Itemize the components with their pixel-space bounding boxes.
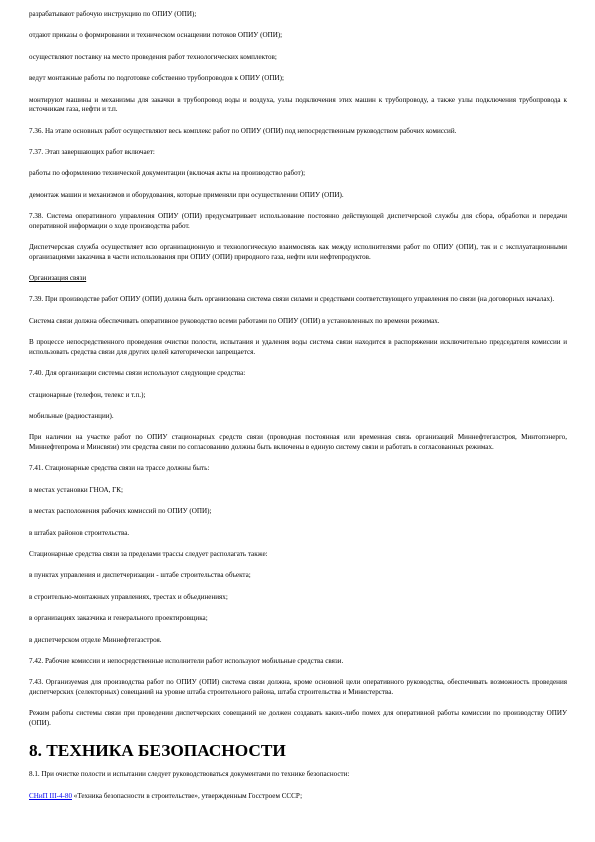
paragraph: стационарные (телефон, телекс и т.п.); [29,390,146,399]
paragraph: в строительно-монтажных управлениях, трестах и объединениях; [29,592,228,601]
paragraph-snip-reference [29,792,567,802]
paragraph: Система связи должна обеспечивать оперативное руководство всеми работами по ОПИУ (ОПИ) в установленных по времени режимах. [29,316,440,325]
paragraph: Стационарные средства связи за пределами трассы следует располагать также: [29,549,268,558]
paragraph: Режим работы системы связи при проведении диспетчерских совещаний не должен создавать каких-либо помех для оперативной работы комиссии по производству ОПИУ (ОПИ). [29,709,567,727]
paragraph-7-38: 7.38. Система оперативного управления ОПИУ (ОПИ) предусматривает использование постоянно действующей диспетчерской службы для сбора, обработки и передачи оперативной информации о ходе производства работ. [29,212,567,230]
paragraph: отдают приказы о формировании и техническом оснащении потоков ОПИУ (ОПИ); [29,31,283,40]
paragraph-8-1: 8.1. При очистке полости и испытании следует руководствоваться документами по технике безопасности: [29,770,350,779]
paragraph: в пунктах управления и диспетчеризации - штабе строительства объекта; [29,571,251,580]
paragraph: в штабах районов строительства. [29,528,130,537]
paragraph: работы по оформлению технической документации (включая акты на производство работ); [29,169,306,178]
paragraph-7-37: 7.37. Этап завершающих работ включает: [29,147,155,156]
paragraph-7-42: 7.42. Рабочие комиссии и непосредственные исполнители работ используют мобильные средства связи. [29,656,344,665]
snip-reference-text: «Техника безопасности в строительстве», утвержденным Госстроем СССР; [72,791,303,800]
paragraph-7-43: 7.43. Организуемая для производства работ по ОПИУ (ОПИ) система связи должна, кроме основной цели оперативного руководства, обеспечивать возможность проведения диспетчерских (селекторных) совещаний на уровне штаба строительного района, штаба строительства и Министерства. [29,678,567,696]
paragraph: в местах установки ГНОА, ГК; [29,485,123,494]
paragraph-7-39: 7.39. При производстве работ ОПИУ (ОПИ) должна быть организована система связи силами и средствами соответствующего управления по связи (на договорных началах). [29,295,555,304]
snip-link[interactable]: СНиП III-4-80 [29,791,72,800]
paragraph-7-40: 7.40. Для организации системы связи используют следующие средства: [29,369,246,378]
paragraph-7-41: 7.41. Стационарные средства связи на трассе должны быть: [29,464,210,473]
paragraph: ведут монтажные работы по подготовке собственно трубопроводов к ОПИУ (ОПИ); [29,74,284,83]
paragraph: в диспетчерском отделе Миннефтегазстроя. [29,635,162,644]
paragraph: При наличии на участке работ по ОПИУ стационарных средств связи (проводная постоянная или временная связь организаций Миннефтегазстроя, Минтопэнерго, Миннефтепрома и Минсвязи) эти средства связи по согласованию должны быть включены в единую систему связи и работать в согласованных режимах. [29,433,567,451]
paragraph: монтируют машины и механизмы для закачки в трубопровод воды и воздуха, узлы подключения этих машин к трубопроводу, а также узлы подключения трубопровода к источникам газа, нефти и т.п. [29,95,567,114]
paragraph-7-36: 7.36. На этапе основных работ осуществляют весь комплекс работ по ОПИУ (ОПИ) под непосредственным руководством рабочих комиссий. [29,126,457,135]
document-body [29,10,567,813]
paragraph: демонтаж машин и механизмов и оборудования, которые применяли при осуществлении ОПИУ (ОПИ). [29,190,344,199]
paragraph: мобильные (радиостанции). [29,412,114,421]
subsection-heading: Организация связи [29,274,87,283]
paragraph: В процессе непосредственного проведения очистки полости, испытания и удаления воды система связи находится в распоряжении исключительно председателя комиссии и использовать средства связи для других целей категорически запрещается. [29,338,567,356]
paragraph: осуществляют поставку на место проведения работ технологических комплектов; [29,52,277,61]
paragraph: в организациях заказчика и генерального проектировщика; [29,614,208,623]
paragraph: разрабатывают рабочую инструкцию по ОПИУ (ОПИ); [29,10,197,18]
paragraph: Диспетчерская служба осуществляет всю организационную и технологическую взаимосвязь как между исполнителями работ по ОПИУ (ОПИ), так и с эксплуатационными организациями заказчика в части использования при ОПИУ (ОПИ) природного газа, нефти или нефтепродуктов. [29,243,567,261]
section-heading: 8. ТЕХНИКА БЕЗОПАСНОСТИ [29,741,286,761]
paragraph: в местах расположения рабочих комиссий по ОПИУ (ОПИ); [29,507,212,516]
